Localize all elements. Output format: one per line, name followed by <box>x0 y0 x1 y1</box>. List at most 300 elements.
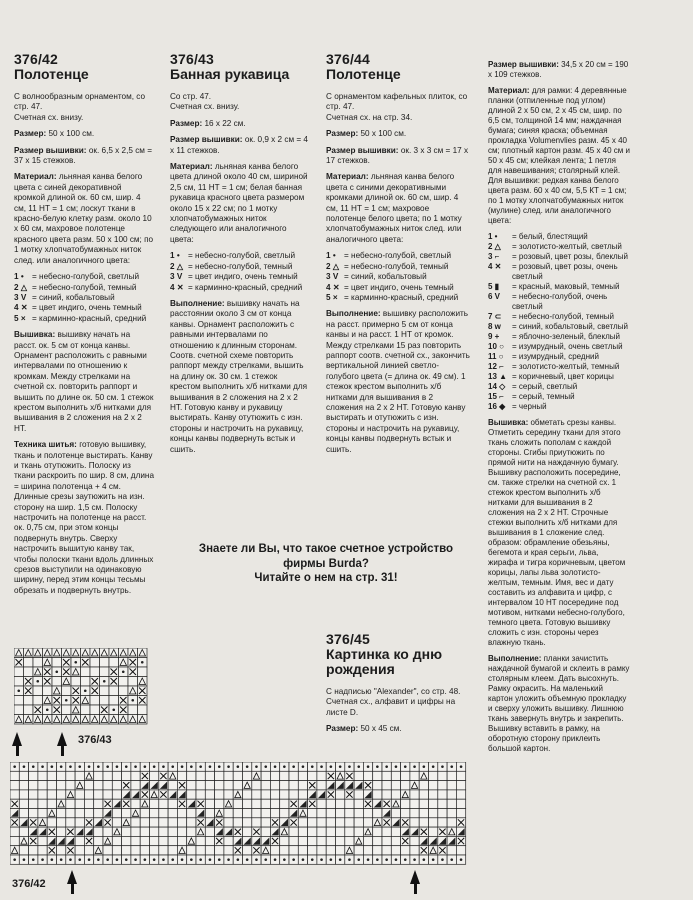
stitch-symbol <box>385 858 388 861</box>
legend-symbol: 1 • <box>14 272 24 282</box>
stitch-symbol <box>17 689 20 692</box>
grid-cell <box>326 827 335 836</box>
legend-row <box>14 314 154 324</box>
grid-cell <box>47 818 56 827</box>
size-value: 50 х 100 см. <box>48 129 95 139</box>
legend-symbol: 12 ⌐ <box>488 362 504 371</box>
legend-symbol: 2 △ <box>488 242 501 251</box>
grid-cell <box>94 781 103 790</box>
stitch-symbol <box>190 765 193 768</box>
article-title: Банная рукавица <box>170 66 290 82</box>
size-paragraph <box>14 129 154 139</box>
grid-cell <box>168 846 177 855</box>
legend-desc: = небесно-голубой, темный <box>344 261 449 271</box>
cross-stitch-chart-376-43 <box>14 648 154 726</box>
grid-cell <box>159 809 168 818</box>
stitch-symbol <box>246 858 249 861</box>
grid-cell <box>112 790 121 799</box>
grid-cell <box>100 658 110 668</box>
grid-cell <box>373 836 382 845</box>
grid-cell <box>373 781 382 790</box>
grid-cell <box>159 827 168 836</box>
stitch-symbol <box>450 858 453 861</box>
grid-cell <box>57 771 66 780</box>
grid-cell <box>429 790 438 799</box>
grid-cell <box>243 799 252 808</box>
grid-cell <box>19 771 28 780</box>
stitch-symbol <box>112 708 115 711</box>
legend-row <box>488 252 630 262</box>
grid-cell <box>298 846 307 855</box>
grid-cell <box>90 667 100 677</box>
grid-cell <box>447 790 456 799</box>
grid-cell <box>401 809 410 818</box>
grid-cell <box>100 696 110 706</box>
stitch-symbol <box>339 765 342 768</box>
grid-cell <box>159 836 168 845</box>
grid-cell <box>10 771 19 780</box>
grid-cell <box>75 799 84 808</box>
grid-cell <box>38 771 47 780</box>
grid-cell <box>280 790 289 799</box>
grid-cell <box>382 827 391 836</box>
grid-cell <box>382 836 391 845</box>
legend-desc: = синий, кобальтовый, светлый <box>512 322 628 331</box>
grid-cell <box>270 771 279 780</box>
color-legend <box>326 251 471 303</box>
grid-cell <box>336 790 345 799</box>
grid-cell <box>336 827 345 836</box>
stitch-symbol <box>32 765 35 768</box>
grid-cell <box>57 846 66 855</box>
grid-cell <box>52 658 62 668</box>
grid-cell <box>280 771 289 780</box>
material-paragraph <box>326 172 471 245</box>
grid-cell <box>205 836 214 845</box>
grid-cell <box>289 836 298 845</box>
stitch-symbol <box>348 858 351 861</box>
embroidery-size-label: Размер вышивки: <box>14 145 87 155</box>
technique-value: готовую вышивку, ткань и полотенце выстирать. Канву и ткань отутюжить. Полоску из ткани раскроить по шир. 8 см, длина = ширина полотенца + 4 см. Длинные срезы заутюжить на изн. сторону на шир. 1,5 см. Полоску настрочить на полотенце на расст. ок. 0,75 см, при этом концы подвернуть внутрь. Сверху настрочить вышитую канву так, чтобы полоски ткани вдоль длинных срезов выступили на одинаковую ширину, перед этим концы тесьмы обрезать и подвернуть внутрь. <box>14 440 154 595</box>
legend-desc: = цвет индиго, очень темный <box>188 272 298 282</box>
stitch-symbol <box>190 858 193 861</box>
legend-symbol: 3 ⌐ <box>488 252 500 261</box>
repeat-arrow-icon <box>57 732 67 746</box>
grid-cell <box>429 818 438 827</box>
grid-cell <box>326 846 335 855</box>
stitch-symbol <box>144 858 147 861</box>
grid-cell <box>24 658 34 668</box>
grid-cell <box>363 809 372 818</box>
stitch-symbol <box>162 858 165 861</box>
legend-symbol: 6 V <box>488 292 501 301</box>
stitch-symbol <box>134 858 137 861</box>
grid-cell <box>103 771 112 780</box>
stitch-symbol <box>209 858 212 861</box>
grid-cell <box>363 846 372 855</box>
grid-cell <box>438 781 447 790</box>
article-title: Полотенце <box>326 66 401 82</box>
work-paragraph <box>326 309 471 455</box>
grid-cell <box>29 809 38 818</box>
legend-symbol: 15 ⌐ <box>488 392 504 401</box>
grid-cell <box>410 846 419 855</box>
stitch-symbol <box>320 858 323 861</box>
repeat-arrow-icon <box>12 732 22 746</box>
grid-cell <box>19 790 28 799</box>
grid-cell <box>84 790 93 799</box>
grid-cell <box>456 781 465 790</box>
stitch-symbol <box>51 858 54 861</box>
grid-cell <box>233 809 242 818</box>
legend-desc: = карминно-красный, средний <box>32 313 147 323</box>
stitch-symbol <box>23 765 26 768</box>
grid-cell <box>205 809 214 818</box>
stitch-symbol <box>357 765 360 768</box>
grid-cell <box>150 827 159 836</box>
stitch-symbol <box>199 858 202 861</box>
legend-row <box>14 303 154 313</box>
grid-cell <box>215 781 224 790</box>
size-label: Размер: <box>170 118 203 128</box>
grid-cell <box>10 836 19 845</box>
stitch-symbol <box>181 858 184 861</box>
grid-cell <box>24 696 34 706</box>
grid-cell <box>233 818 242 827</box>
stitch-symbol <box>97 765 100 768</box>
legend-row <box>488 282 630 292</box>
grid-cell <box>10 827 19 836</box>
legend-desc: = небесно-голубой, темный <box>512 312 615 321</box>
stitch-symbol <box>60 858 63 861</box>
grid-cell <box>317 781 326 790</box>
grid-cell <box>122 846 131 855</box>
grid-cell <box>100 667 110 677</box>
stitch-symbol <box>227 858 230 861</box>
grid-cell <box>131 818 140 827</box>
grid-cell <box>363 818 372 827</box>
legend-desc: = небесно-голубой, очень светлый <box>512 292 608 311</box>
grid-cell <box>103 846 112 855</box>
chart-label-376-42: 376/42 <box>12 878 46 890</box>
material-label: Материал: <box>488 86 530 95</box>
grid-cell <box>336 809 345 818</box>
embroidery-size-value: ок. 3 х 3 см = 17 х 17 стежков. <box>326 145 469 166</box>
stitch-symbol <box>97 858 100 861</box>
legend-desc: = карминно-красный, средний <box>188 282 303 292</box>
size-paragraph <box>170 119 310 129</box>
grid-cell <box>81 667 91 677</box>
grid-cell <box>261 781 270 790</box>
grid-cell <box>138 705 148 715</box>
grid-cell <box>94 836 103 845</box>
grid-cell <box>205 790 214 799</box>
grid-cell <box>456 846 465 855</box>
grid-cell <box>280 799 289 808</box>
grid-cell <box>57 790 66 799</box>
grid-cell <box>131 827 140 836</box>
grid-cell <box>233 799 242 808</box>
stitch-symbol <box>311 858 314 861</box>
notice-line: Читайте о нем на стр. 31! <box>254 572 398 584</box>
grid-cell <box>75 809 84 818</box>
color-legend <box>170 251 310 293</box>
legend-desc: = цвет индиго, очень темный <box>32 303 142 313</box>
technique-label: Техника шитья: <box>14 440 77 450</box>
article-intro: С орнаментом кафельных плиток, со стр. 47. Счетная сх. на стр. 34. <box>326 92 468 122</box>
stitch-symbol <box>237 765 240 768</box>
grid-cell <box>196 846 205 855</box>
legend-desc: = синий, кобальтовый <box>32 292 115 302</box>
grid-cell <box>122 771 131 780</box>
legend-desc: = небесно-голубой, светлый <box>188 251 296 261</box>
grid-cell <box>391 846 400 855</box>
grid-cell <box>177 818 186 827</box>
grid-cell <box>354 827 363 836</box>
grid-cell <box>24 667 34 677</box>
stitch-symbol <box>55 670 58 673</box>
stitch-symbol <box>46 708 49 711</box>
grid-cell <box>270 799 279 808</box>
stitch-symbol <box>302 765 305 768</box>
legend-desc: = золотисто-желтый, светлый <box>512 242 622 251</box>
stitch-symbol <box>69 858 72 861</box>
work-label: Выполнение: <box>170 298 225 308</box>
grid-cell <box>205 799 214 808</box>
embroidery-paragraph <box>14 330 154 434</box>
embroidery-size-paragraph <box>170 135 310 156</box>
grid-cell <box>66 818 75 827</box>
grid-cell <box>410 799 419 808</box>
grid-cell <box>38 836 47 845</box>
grid-cell <box>373 809 382 818</box>
stitch-symbol <box>32 858 35 861</box>
grid-cell <box>243 818 252 827</box>
grid-cell <box>326 799 335 808</box>
embroidery-size-label: Размер вышивки: <box>326 145 399 155</box>
grid-cell <box>84 809 93 818</box>
stitch-symbol <box>292 765 295 768</box>
stitch-symbol <box>367 858 370 861</box>
stitch-symbol <box>78 858 81 861</box>
stitch-symbol <box>441 765 444 768</box>
material-value: льняная канва белого цвета с синими декоративными кромками длиной ок. 60 см, шир. 4 см, 11 НТ = 1 см; махровое полотенце белого цвета; по 1 мотку хлопчатобумажных ниток след. или аналогичного цвета: <box>326 172 462 244</box>
legend-row <box>326 251 471 261</box>
grid-cell <box>215 771 224 780</box>
legend-row <box>326 262 471 272</box>
legend-desc: = цвет индиго, очень темный <box>344 282 454 292</box>
grid-cell <box>205 827 214 836</box>
grid-cell <box>298 771 307 780</box>
stitch-symbol <box>441 858 444 861</box>
grid-cell <box>243 790 252 799</box>
stitch-symbol <box>74 661 77 664</box>
grid-cell <box>14 705 24 715</box>
legend-desc: = розовый, цвет розы, очень светлый <box>512 262 618 281</box>
material-value: льняная канва белого цвета с синей декоративной кромкой длиной ок. 60 см, шир. 4 см, 11 НТ = 1 см; лоскут ткани в красно-белую клетку разм. около 10 х 60 см, махровое полотенце красного цвета разм. 50 х 100 см; по 1 мотку хлопчатобумажных ниток след. или аналогичного цвета: <box>14 172 154 265</box>
legend-row <box>326 272 471 282</box>
stitch-symbol <box>209 765 212 768</box>
grid-cell <box>308 827 317 836</box>
embroidery-size-paragraph <box>488 60 630 80</box>
grid-cell <box>280 836 289 845</box>
grid-cell <box>94 827 103 836</box>
grid-cell <box>33 686 43 696</box>
legend-symbol: 7 ⊂ <box>488 312 502 321</box>
grid-cell <box>119 686 129 696</box>
grid-cell <box>401 781 410 790</box>
legend-symbol: 5 × <box>326 292 338 302</box>
stitch-symbol <box>125 765 128 768</box>
grid-cell <box>10 781 19 790</box>
stitch-symbol <box>264 858 267 861</box>
legend-row <box>488 232 630 242</box>
grid-cell <box>382 846 391 855</box>
notice-line: Знаете ли Вы, что такое счетное устройство <box>198 543 454 555</box>
legend-desc: = карминно-красный, средний <box>344 292 459 302</box>
grid-cell <box>159 846 168 855</box>
stitch-symbol <box>13 858 16 861</box>
grid-cell <box>317 809 326 818</box>
grid-cell <box>29 846 38 855</box>
grid-cell <box>261 827 270 836</box>
legend-row <box>488 362 630 372</box>
legend-symbol: 4 ✕ <box>488 262 502 271</box>
grid-cell <box>456 790 465 799</box>
legend-desc: = белый, блестящий <box>512 232 588 241</box>
grid-cell <box>19 846 28 855</box>
legend-row <box>488 312 630 322</box>
grid-cell <box>205 781 214 790</box>
grid-cell <box>196 781 205 790</box>
grid-cell <box>150 846 159 855</box>
grid-cell <box>429 809 438 818</box>
stitch-symbol <box>227 765 230 768</box>
grid-cell <box>109 658 119 668</box>
grid-cell <box>289 790 298 799</box>
grid-cell <box>401 846 410 855</box>
stitch-symbol <box>199 765 202 768</box>
legend-row <box>488 292 630 312</box>
grid-cell <box>103 790 112 799</box>
grid-cell <box>326 836 335 845</box>
stitch-symbol <box>181 765 184 768</box>
legend-row <box>14 283 154 293</box>
stitch-symbol <box>395 858 398 861</box>
grid-cell <box>122 809 131 818</box>
grid-cell <box>280 809 289 818</box>
grid-cell <box>345 836 354 845</box>
grid-cell <box>438 799 447 808</box>
grid-cell <box>419 818 428 827</box>
work-value: вышивку расположить на расст. примерно 5 см от конца канвы и на расст. 1 НТ от кромок. Между стрелками 15 раз повторить раппорт соотв. счетной сх., закончить вертикальной линией светло-голубого цвета (= длина ок. 49 см). 1 стежок крестом выполнить х/б нитками для вышивания в 2 сложения на 2 х 2 НТ. Готовую канву выстирать и отутюжить с изн. стороны и настрочить на рукавицу, концы канвы подвернуть встык и сшить. <box>326 309 470 454</box>
size-label: Размер: <box>326 129 359 139</box>
grid-cell <box>75 771 84 780</box>
embroidery-size-value: ок. 6,5 х 2,5 см = 37 х 15 стежков. <box>14 145 152 166</box>
grid-cell <box>456 771 465 780</box>
grid-cell <box>308 846 317 855</box>
grid-cell <box>84 799 93 808</box>
grid-cell <box>308 809 317 818</box>
stitch-symbol <box>125 858 128 861</box>
grid-cell <box>81 705 91 715</box>
legend-symbol: 9 + <box>488 332 500 341</box>
legend-row <box>488 342 630 352</box>
grid-cell <box>438 790 447 799</box>
embroidery-size-label: Размер вышивки: <box>488 60 559 69</box>
grid-cell <box>168 809 177 818</box>
grid-cell <box>410 809 419 818</box>
grid-cell <box>159 818 168 827</box>
grid-cell <box>317 818 326 827</box>
grid-cell <box>419 790 428 799</box>
size-label: Размер: <box>14 129 47 139</box>
stitch-symbol <box>162 765 165 768</box>
grid-cell <box>391 809 400 818</box>
grid-cell <box>81 677 91 687</box>
embroidery-label: Вышивка: <box>14 330 56 340</box>
chart-label-376-43: 376/43 <box>78 734 112 746</box>
grid-cell <box>456 809 465 818</box>
grid-cell <box>233 771 242 780</box>
grid-cell <box>19 809 28 818</box>
legend-symbol: 1 • <box>170 251 180 261</box>
legend-row <box>488 382 630 392</box>
grid-cell <box>140 818 149 827</box>
repeat-arrow-icon <box>410 870 420 884</box>
stitch-symbol <box>51 765 54 768</box>
grid-cell <box>128 705 138 715</box>
grid-cell <box>419 809 428 818</box>
grid-cell <box>112 771 121 780</box>
grid-cell <box>187 809 196 818</box>
stitch-symbol <box>134 765 137 768</box>
article-title: Полотенце <box>14 66 89 82</box>
grid-cell <box>150 836 159 845</box>
grid-cell <box>131 771 140 780</box>
grid-cell <box>354 799 363 808</box>
grid-cell <box>354 846 363 855</box>
legend-symbol: 14 ◇ <box>488 382 506 391</box>
grid-cell <box>168 799 177 808</box>
grid-cell <box>29 790 38 799</box>
grid-cell <box>66 809 75 818</box>
grid-cell <box>112 846 121 855</box>
grid-cell <box>382 790 391 799</box>
notice-line: фирмы Burda? <box>283 557 369 570</box>
grid-cell <box>336 846 345 855</box>
legend-row <box>326 293 471 303</box>
grid-cell <box>243 771 252 780</box>
grid-cell <box>66 781 75 790</box>
grid-cell <box>140 809 149 818</box>
stitch-symbol <box>41 765 44 768</box>
legend-desc: = яблочно-зеленый, блеклый <box>512 332 620 341</box>
grid-cell <box>90 658 100 668</box>
grid-cell <box>261 799 270 808</box>
article-intro: С волнообразным орнаментом, со стр. 47. Счетная сх. внизу. <box>14 92 146 122</box>
grid-cell <box>317 827 326 836</box>
grid-cell <box>447 809 456 818</box>
grid-cell <box>112 836 121 845</box>
grid-cell <box>103 827 112 836</box>
grid-cell <box>75 790 84 799</box>
legend-row <box>488 392 630 402</box>
stitch-symbol <box>292 858 295 861</box>
legend-symbol: 3 V <box>170 272 183 282</box>
grid-cell <box>150 809 159 818</box>
grid-cell <box>196 771 205 780</box>
